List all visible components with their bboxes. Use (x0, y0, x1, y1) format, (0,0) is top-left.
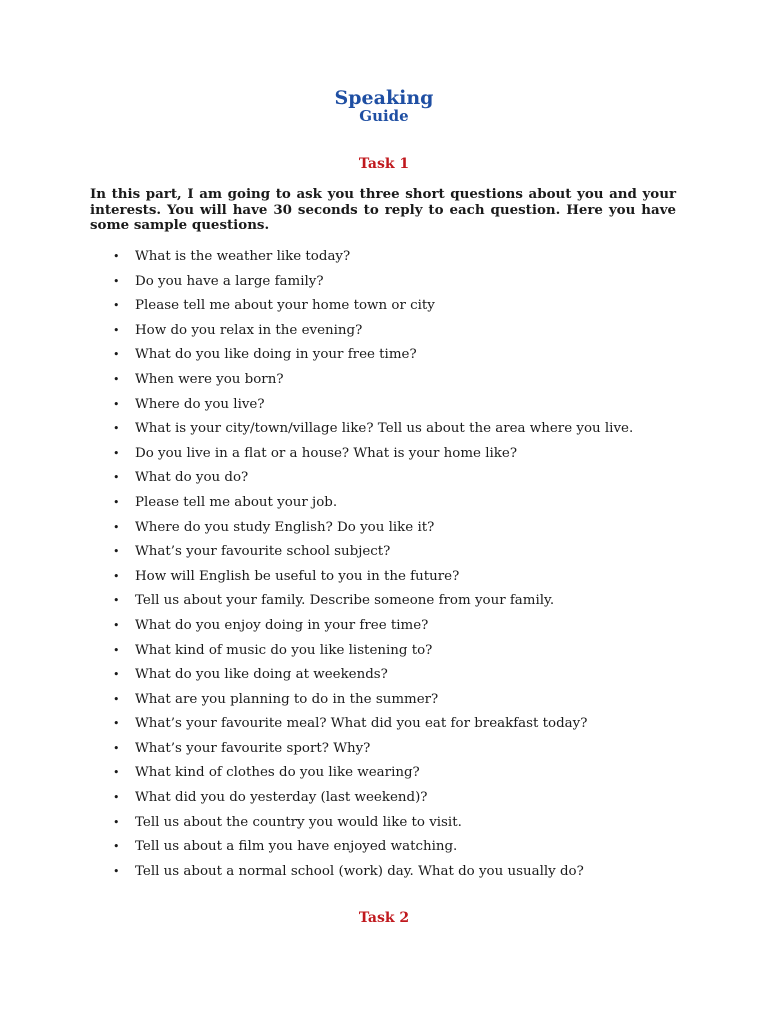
question-text: What’s your favourite sport? Why? (135, 740, 371, 756)
bullet-icon: • (113, 668, 120, 682)
list-item (0, 297, 768, 322)
list-item (0, 715, 768, 740)
question-text: Please tell me about your home town or city (135, 298, 435, 314)
bullet-icon: • (113, 766, 120, 780)
document-title: Speaking (334, 87, 434, 109)
bullet-icon: • (113, 618, 120, 632)
bullet-icon: • (113, 323, 120, 337)
bullet-icon: • (113, 569, 120, 583)
question-text: What do you enjoy doing in your free time? (135, 617, 429, 633)
question-text: Tell us about your family. Describe someone from your family. (135, 593, 555, 609)
bullet-icon: • (113, 520, 120, 534)
question-text: Tell us about a normal school (work) day. What do you usually do? (135, 863, 584, 879)
question-text: How will English be useful to you in the future? (135, 568, 460, 584)
question-text: What is your city/town/village like? Tell us about the area where you live. (135, 421, 634, 437)
list-item (0, 248, 768, 273)
list-item (0, 863, 768, 888)
list-item (0, 568, 768, 593)
bullet-icon: • (113, 815, 120, 829)
bullet-icon: • (113, 741, 120, 755)
question-text: Tell us about a film you have enjoyed watching. (135, 839, 458, 855)
question-text: What did you do yesterday (last weekend)? (135, 790, 428, 806)
question-text: What are you planning to do in the summer? (135, 691, 439, 707)
list-item (0, 420, 768, 445)
sample-questions-list (0, 248, 768, 887)
bullet-icon: • (113, 446, 120, 460)
list-item (0, 592, 768, 617)
list-item (0, 838, 768, 863)
bullet-icon: • (113, 397, 120, 411)
question-text: Where do you live? (135, 396, 265, 412)
question-text: Where do you study English? Do you like it? (135, 519, 435, 535)
list-item (0, 273, 768, 298)
bullet-icon: • (113, 864, 120, 878)
list-item (0, 543, 768, 568)
list-item (0, 346, 768, 371)
task-2-heading: Task 2 (358, 910, 410, 926)
bullet-icon: • (113, 840, 120, 854)
bullet-icon: • (113, 299, 120, 313)
bullet-icon: • (113, 250, 120, 263)
bullet-icon: • (113, 545, 120, 559)
list-item (0, 764, 768, 789)
question-text: What is the weather like today? (135, 249, 351, 264)
list-item (0, 371, 768, 396)
bullet-icon: • (113, 422, 120, 436)
bullet-icon: • (113, 348, 120, 362)
question-text: What kind of clothes do you like wearing? (135, 765, 420, 781)
question-text: What’s your favourite meal? What did you eat for breakfast today? (135, 716, 588, 732)
list-item (0, 519, 768, 544)
question-text: What do you like doing at weekends? (135, 667, 388, 683)
list-item (0, 494, 768, 519)
question-text: When were you born? (135, 371, 284, 387)
document-subtitle: Guide (359, 107, 409, 125)
list-item (0, 322, 768, 347)
bullet-icon: • (113, 791, 120, 805)
bullet-icon: • (113, 717, 120, 731)
question-text: Do you have a large family? (135, 273, 324, 289)
list-item (0, 396, 768, 421)
bullet-icon: • (113, 372, 120, 386)
bullet-icon: • (113, 471, 120, 485)
question-text: Please tell me about your job. (135, 494, 338, 510)
bullet-icon: • (113, 594, 120, 608)
question-text: Tell us about the country you would like to visit. (135, 814, 462, 830)
question-text: What do you do? (135, 470, 249, 486)
question-text: What do you like doing in your free time? (135, 347, 417, 363)
question-text: What kind of music do you like listening to? (135, 642, 433, 658)
question-text: Do you live in a flat or a house? What is your home like? (135, 445, 518, 461)
bullet-icon: • (113, 643, 120, 657)
question-text: How do you relax in the evening? (135, 322, 363, 338)
list-item (0, 691, 768, 716)
question-text: What’s your favourite school subject? (135, 544, 391, 560)
bullet-icon: • (113, 495, 120, 509)
list-item (0, 814, 768, 839)
list-item (0, 445, 768, 470)
task-1-intro-paragraph: In this part, I am going to ask you three short questions about you and your interests. You will have 30 seconds to reply to each question. Here you have some sample questions. (90, 186, 676, 234)
list-item (0, 789, 768, 814)
list-item (0, 617, 768, 642)
list-item (0, 666, 768, 691)
list-item (0, 642, 768, 667)
list-item (0, 469, 768, 494)
bullet-icon: • (113, 692, 120, 706)
bullet-icon: • (113, 274, 120, 288)
list-item (0, 740, 768, 765)
task-1-heading: Task 1 (358, 156, 410, 172)
